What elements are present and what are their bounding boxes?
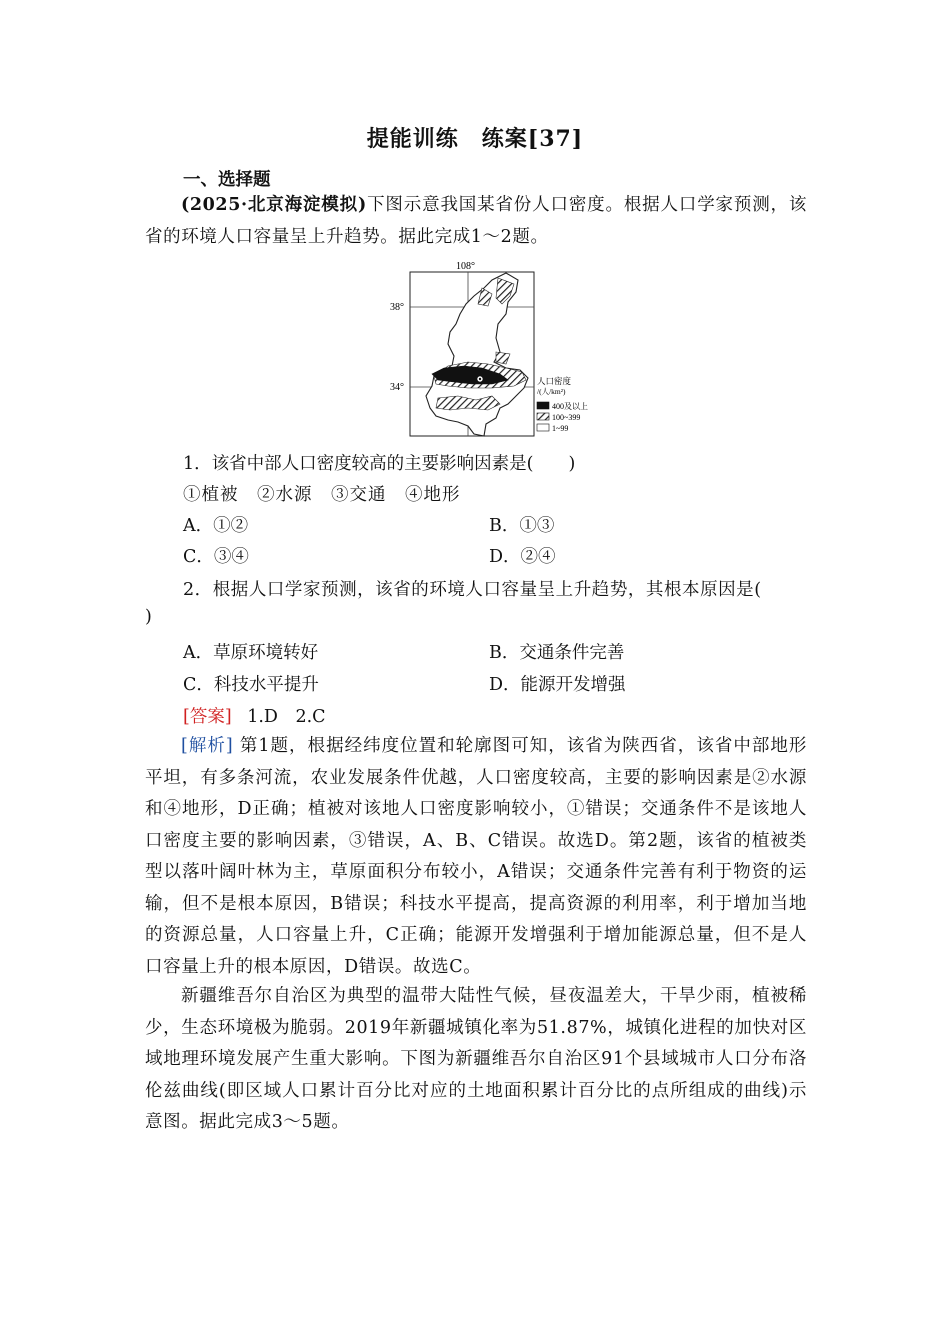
source-tag: (2025·北京海淀模拟) [181,195,367,215]
q2-option-b: B．交通条件完善 [489,643,625,663]
legend-swatch-low [537,424,549,431]
q2-option-d: D．能源开发增强 [489,675,626,695]
legend-label-medium: 100~399 [552,413,581,422]
answer-text: 1.D 2.C [247,707,326,727]
legend-swatch-medium [537,413,549,420]
answer-line [183,703,326,728]
q2-option-a: A．草原环境转好 [183,643,319,663]
analysis-tag: [解析] [181,736,234,756]
q1-option-c: C．③④ [183,547,249,567]
q1-stem: 1．该省中部人口密度较高的主要影响因素是( ) [183,454,576,474]
capital-marker-inner [479,378,481,380]
legend-title: 人口密度 [537,376,572,386]
q1-option-b: B．①③ [489,516,555,536]
q1-items: ①植被 ②水源 ③交通 ④地形 [183,485,461,505]
lon-label-108: 108° [456,261,475,272]
q1-option-a: A．①② [183,516,249,536]
legend-label-low: 1~99 [552,424,569,433]
intro-paragraph-1 [145,190,807,253]
legend-unit: /(人/km²) [537,387,566,396]
section-heading: 一、选择题 [183,170,271,190]
intro-paragraph-2: 新疆维吾尔自治区为典型的温带大陆性气候，昼夜温差大，干旱少雨，植被稀少，生态环境极为脆弱。2019年新疆城镇化率为51.87%，城镇化进程的加快对区域地理环境发展产生重大影响。下图为新疆维吾尔自治区91个县域城市人口分布洛伦兹曲线(即区域人口累计百分比对应的土地面积累计百分比的点所组成的曲线)示意图。据此完成3～5题。 [145,986,807,1132]
lat-label-38: 38° [390,302,404,313]
density-medium-south [436,396,500,410]
analysis-paragraph [145,731,807,983]
population-density-map [388,258,608,440]
legend-label-high: 400及以上 [552,402,588,411]
page-title: 提能训练 练案[37] [366,126,584,152]
analysis-text: 第1题，根据经纬度位置和轮廓图可知，该省为陕西省，该省中部地形平坦，有多条河流，农业发展条件优越，人口密度较高，主要的影响因素是②水源和④地形，D正确；植被对该地人口密度影响较小，①错误；交通条件不是该地人口密度主要的影响因素，③错误，A、B、C错误。故选D。第2题，该省的植被类型以落叶阔叶林为主，草原面积分布较小，A错误；交通条件完善有利于物资的运输，但不是根本原因，B错误；科技水平提高，提高资源的利用率，利于增加当地的资源总量，人口容量上升，C正确；能源开发增强利于增加能源总量，但不是人口容量上升的根本原因，D错误。故选C。 [145,736,807,977]
answer-tag: [答案] [183,707,232,727]
q2-option-c: C．科技水平提升 [183,675,319,695]
q2-stem-line1: 2．根据人口学家预测，该省的环境人口容量呈上升趋势，其根本原因是( [183,580,762,600]
q1-option-d: D．②④ [489,547,556,567]
lat-label-34: 34° [390,382,404,393]
legend-swatch-high [537,402,549,409]
q2-stem-line2: ) [145,607,152,627]
intro-text-1: 下图示意我国某省份人口密度。根据人口学家预测，该省的环境人口容量呈上升趋势。据此完成1～2题。 [145,195,807,247]
